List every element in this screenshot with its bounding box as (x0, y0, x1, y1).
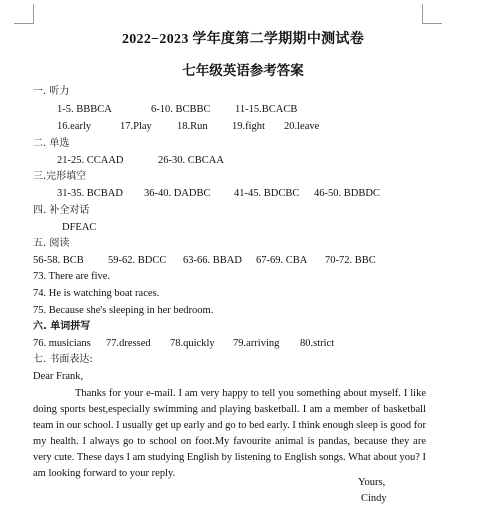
section-7-heading: 七. 书面表达: (33, 354, 93, 365)
section-4-heading: 四. 补全对话 (33, 205, 90, 216)
section-2-row-1 (57, 154, 224, 167)
answer-item: 17.Play (120, 121, 152, 132)
section-5-row-1 (33, 254, 376, 267)
document-title: 2022−2023 学年度第二学期期中测试卷 (121, 32, 365, 47)
letter-signature: Cindy (361, 493, 387, 504)
answer-item: 20.leave (284, 121, 320, 132)
answer-item: 16.early (57, 121, 92, 132)
section-3-heading: 三.完形填空 (33, 171, 87, 182)
crop-mark-right-vertical (422, 4, 423, 24)
answer-group: 1-5. BBBCA (57, 104, 112, 115)
answer-group: 56-58. BCB (33, 255, 84, 266)
answer-group: 63-66. BBAD (183, 255, 242, 266)
section-1-row-2 (57, 120, 319, 133)
letter-greeting: Dear Frank, (33, 371, 84, 382)
document-subtitle: 七年级英语参考答案 (182, 63, 304, 78)
answer-group: 70-72. BBC (325, 255, 376, 266)
answer-item: 78.quickly (170, 338, 215, 349)
section-6-heading: 六. 单词拼写 (33, 321, 91, 332)
answer-group: 11-15.BCACB (235, 104, 298, 115)
letter-body: Thanks for your e-mail. I am very happy to tell you something about myself. I like doing sports best,especially swimming and playing basketball. I am a member of basketball team in our school. I usually get up early and go to bed early. I think enough sleep is good for my health. I always go to school on foot.My favourite animal is pandas, because they are very cute. These days I am studying English by listening to English songs. What about you? I am looking forward to your reply. (33, 388, 426, 479)
answer-75: 75. Because she's sleeping in her bedroom. (33, 305, 214, 316)
answer-group: 6-10. BCBBC (151, 104, 211, 115)
answer-group: 46-50. BDBDC (314, 188, 380, 199)
crop-mark-left-horizontal (14, 23, 34, 24)
answer-item: 79.arriving (233, 338, 280, 349)
answer-item: 76. musicians (33, 338, 91, 349)
section-1-row-1 (57, 103, 297, 116)
answer-item: 77.dressed (106, 338, 151, 349)
answer-group: 36-40. DADBC (144, 188, 211, 199)
section-1-heading: 一. 听力 (33, 86, 70, 97)
answer-74: 74. He is watching boat races. (33, 288, 160, 299)
section-5-heading: 五. 阅读 (33, 238, 70, 249)
answer-item: 80.strict (300, 338, 335, 349)
letter-closing: Yours, (358, 477, 386, 488)
answer-group: 31-35. BCBAD (57, 188, 123, 199)
crop-mark-left-vertical (33, 4, 34, 24)
answer-group: 67-69. CBA (256, 255, 308, 266)
answer-item: 19.fight (232, 121, 265, 132)
section-6-row-1 (33, 337, 334, 350)
crop-mark-right-horizontal (422, 23, 442, 24)
answer-item: 18.Run (177, 121, 208, 132)
section-2-heading: 二. 单选 (33, 138, 70, 149)
answer-group: 41-45. BDCBC (234, 188, 300, 199)
section-4-answer: DFEAC (62, 222, 97, 233)
answer-73: 73. There are five. (33, 271, 111, 282)
section-3-row-1 (57, 187, 380, 200)
answer-group: 26-30. CBCAA (158, 155, 224, 166)
answer-group: 21-25. CCAAD (57, 155, 124, 166)
answer-group: 59-62. BDCC (108, 255, 167, 266)
